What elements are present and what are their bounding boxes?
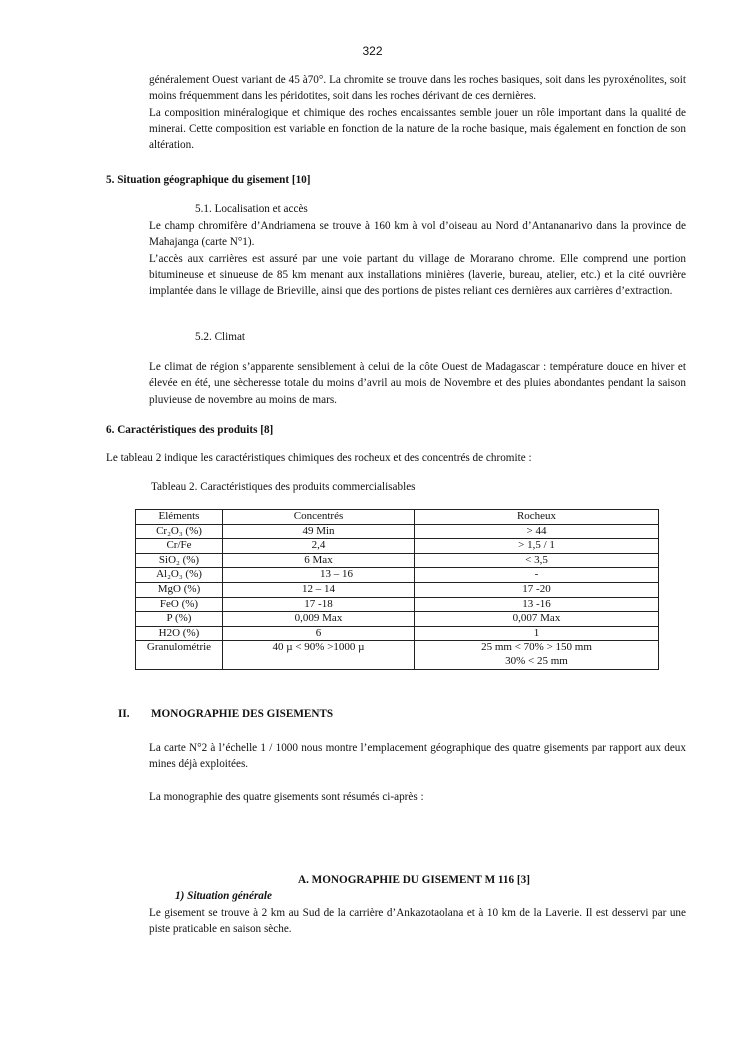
rocheux-cell: > 1,5 / 1 (415, 539, 659, 554)
situation-generale-heading: 1) Situation générale (175, 890, 272, 902)
localisation-paragraph-2: L’accès aux carrières est assuré par une voie partant du village de Morarano chrome. Elle comprend une portion bitumineuse et sinueuse de 85 km menant aux installations minières (laverie, bureau, atelier, etc.) et la cité ouvrière implantée dans le village de Brieville, ainsi que des portions de pistes reliant ces dernières aux carrières d’extraction. (149, 252, 686, 298)
rocheux-cell: < 3,5 (415, 553, 659, 568)
concentres-cell: 2,4 (223, 539, 415, 554)
table-row (136, 612, 659, 627)
table-row (136, 626, 659, 641)
intro-paragraph-2: La composition minéralogique et chimique des roches encaissantes semble jouer un rôle important dans la qualité de minerai. Cette composition est variable en fonction de la nature de la roche basique, mais également en fonction de son altération. (149, 106, 686, 152)
element-cell: Cr/Fe (136, 539, 223, 554)
situation-generale-paragraph: Le gisement se trouve à 2 km au Sud de la carrière d’Ankazotaolana et à 10 km de la Laverie. Il est desservi par une piste praticable en saison sèche. (149, 907, 686, 936)
concentres-cell: 13 – 16 (223, 568, 415, 583)
intro-block (149, 72, 686, 153)
element-cell: P (%) (136, 612, 223, 627)
concentres-cell: 17 -18 (223, 597, 415, 612)
table-row (136, 553, 659, 568)
monographie-paragraph-2: La monographie des quatre gisements sont résumés ci-après : (149, 791, 424, 803)
rocheux-cell: 17 -20 (415, 582, 659, 597)
concentres-cell: 6 (223, 626, 415, 641)
rocheux-line-2: 30% < 25 mm (505, 654, 568, 667)
element-cell: MgO (%) (136, 582, 223, 597)
rocheux-line-1: 25 mm < 70% > 150 mm (481, 641, 592, 654)
table-row (136, 568, 659, 583)
table-row (136, 582, 659, 597)
page-number: 322 (362, 44, 383, 58)
table-caption: Tableau 2. Caractéristiques des produits commercialisables (151, 481, 416, 493)
header-cell-elements: Eléments (136, 510, 223, 525)
section-5-heading: 5. Situation géographique du gisement [10] (106, 174, 311, 186)
climat-paragraph: Le climat de région s’apparente sensiblement à celui de la côte Ouest de Madagascar : température douce en hiver et élevée en été, une sècheresse totale du moins d’avril au mois de Novembre et des pluies abondantes pendant la saison pluvieuse de novembre au moins de mars. (149, 361, 686, 406)
table-row (136, 524, 659, 539)
element-cell: FeO (%) (136, 597, 223, 612)
rocheux-cell: 1 (415, 626, 659, 641)
products-table (135, 509, 659, 670)
localisation-paragraph-1: Le champ chromifère d’Andriamena se trouve à 160 km à vol d’oiseau au Nord d’Antananarivo dans la province de Mahajanga (carte N°1). (149, 220, 686, 249)
localisation-block (149, 218, 686, 299)
concentres-cell: 12 – 14 (223, 582, 415, 597)
rocheux-cell (415, 641, 659, 669)
table-row (136, 539, 659, 554)
part-2-title: MONOGRAPHIE DES GISEMENTS (151, 708, 334, 720)
rocheux-cell: > 44 (415, 524, 659, 539)
part-2-numeral: II. (118, 708, 130, 720)
table-row-granulometrie (136, 641, 659, 669)
header-cell-concentres: Concentrés (223, 510, 415, 525)
subsection-5-1-title: 5.1. Localisation et accès (195, 203, 308, 215)
section-a-heading: A. MONOGRAPHIE DU GISEMENT M 116 [3] (298, 874, 530, 886)
element-cell: H2O (%) (136, 626, 223, 641)
rocheux-cell: 0,007 Max (415, 612, 659, 627)
element-cell: SiO₂ (%) (136, 553, 223, 568)
table-intro-text: Le tableau 2 indique les caractéristiques chimiques des rocheux et des concentrés de chromite : (106, 452, 532, 464)
concentres-cell: 49 Min (223, 524, 415, 539)
table-row (136, 597, 659, 612)
rocheux-cell: 13 -16 (415, 597, 659, 612)
element-cell: Granulométrie (136, 641, 223, 669)
header-cell-rocheux: Rocheux (415, 510, 659, 525)
monographie-paragraph-1: La carte N°2 à l’échelle 1 / 1000 nous montre l’emplacement géographique des quatre gisements par rapport aux deux mines déjà exploitées. (149, 742, 686, 771)
table-header-row (136, 510, 659, 525)
concentres-cell: 0,009 Max (223, 612, 415, 627)
intro-paragraph-1: généralement Ouest variant de 45 à70°. La chromite se trouve dans les roches basiques, soit dans les pyroxénolites, soit moins fréquemment dans les péridotites, soit dans les roches dérivant de ces dernières. (149, 74, 686, 103)
section-6-heading: 6. Caractéristiques des produits [8] (106, 424, 274, 436)
rocheux-cell: - (415, 568, 659, 583)
element-cell: Cr₂O₃ (%) (136, 524, 223, 539)
concentres-cell: 6 Max (223, 553, 415, 568)
concentres-cell: 40 µ < 90% >1000 µ (223, 641, 415, 669)
element-cell: Al₂O₃ (%) (136, 568, 223, 583)
subsection-5-2-title: 5.2. Climat (195, 331, 246, 343)
